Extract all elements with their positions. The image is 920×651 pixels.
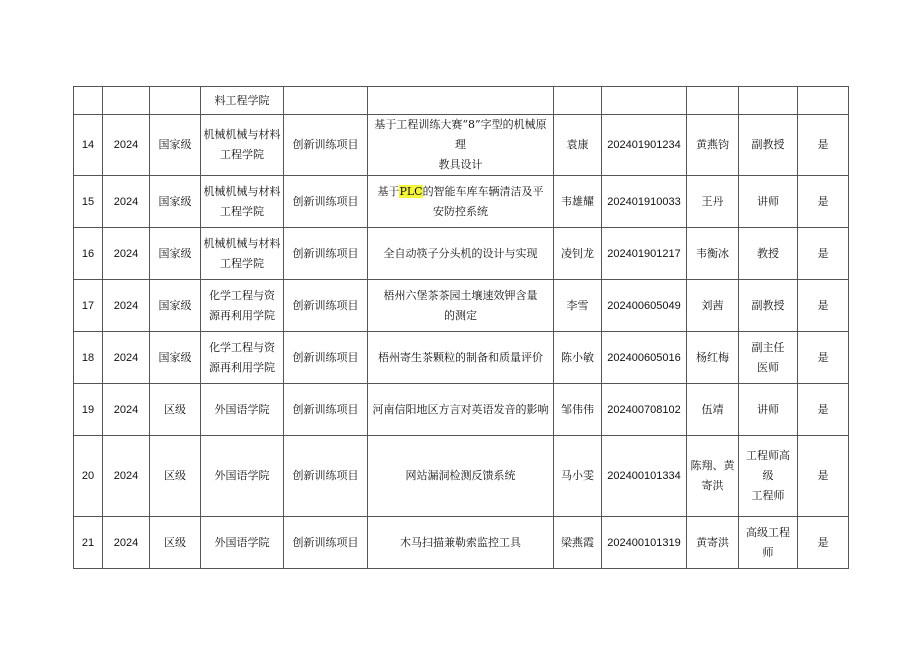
title-prefix: 基于 (377, 184, 400, 198)
cell-college (201, 436, 284, 517)
cell-level: 国家级 (150, 115, 201, 176)
cell-type: 创新训练项目 (284, 332, 368, 384)
cell-advisor (687, 115, 739, 176)
cell-advisor (687, 280, 739, 332)
cell-level: 区级 (150, 384, 201, 436)
cell-leader (554, 87, 602, 115)
advisor-line: 陈翔、黄 (690, 459, 735, 472)
cell-year: 2024 (103, 332, 150, 384)
advisor-line: 王丹 (701, 194, 724, 208)
cell-no: 19 (74, 384, 103, 436)
cell-year: 2024 (103, 228, 150, 280)
cell-leader: 马小雯 (554, 436, 602, 517)
cell-advisor (687, 517, 739, 569)
cell-type: 创新训练项目 (284, 384, 368, 436)
college-line: 外国语学院 (214, 469, 270, 482)
cell-level: 国家级 (150, 176, 201, 228)
cell-student-id: 202400101319 (602, 517, 687, 569)
cell-college: 料工程学院 (201, 87, 284, 115)
cell-no (74, 87, 103, 115)
cell-year: 2024 (103, 384, 150, 436)
cell-leader: 梁燕霞 (554, 517, 602, 569)
cell-title (368, 517, 554, 569)
table-row (74, 436, 849, 517)
title-line: 梧州寄生茶颗粒的制备和质量评价 (378, 350, 543, 364)
cell-no: 16 (74, 228, 103, 280)
advisor-title-line: 副教授 (751, 298, 785, 312)
cell-advisor (687, 228, 739, 280)
title-line (370, 182, 551, 202)
cell-no: 20 (74, 436, 103, 517)
cell-flag: 是 (798, 332, 849, 384)
cell-leader: 韦雄耀 (554, 176, 602, 228)
cell-type: 创新训练项目 (284, 228, 368, 280)
advisor-title-line: 副主任 (751, 340, 785, 354)
cell-college (201, 517, 284, 569)
cell-year: 2024 (103, 280, 150, 332)
title-line: 河南信阳地区方言对英语发音的影响 (372, 402, 549, 416)
cell-flag: 是 (798, 436, 849, 517)
advisor-title-line: 医师 (757, 360, 779, 374)
cell-title (368, 436, 554, 517)
advisor-line: 黄寄洪 (696, 535, 729, 549)
table-row (74, 332, 849, 384)
advisor-title-line: 讲师 (757, 194, 779, 208)
cell-student-id: 202400101334 (602, 436, 687, 517)
cell-year: 2024 (103, 176, 150, 228)
table-body (74, 87, 849, 569)
cell-title (368, 384, 554, 436)
table-row (74, 228, 849, 280)
advisor-title-line: 工程师高级 (746, 449, 790, 482)
college-line: 机械机械与材料 (203, 236, 281, 250)
cell-college (201, 332, 284, 384)
cell-leader: 袁康 (554, 115, 602, 176)
cell-title (368, 228, 554, 280)
cell-advisor-title (739, 176, 798, 228)
advisor-title-line: 工程师 (751, 489, 785, 502)
cell-flag (798, 87, 849, 115)
cell-leader: 陈小敏 (554, 332, 602, 384)
cell-title (368, 332, 554, 384)
cell-flag: 是 (798, 228, 849, 280)
cell-advisor-title (739, 280, 798, 332)
advisor-line: 黄燕钧 (696, 138, 729, 151)
advisor-line: 刘茜 (701, 298, 724, 312)
cell-type (284, 87, 368, 115)
cell-advisor-title (739, 115, 798, 176)
cell-no: 15 (74, 176, 103, 228)
cell-type: 创新训练项目 (284, 517, 368, 569)
cell-flag: 是 (798, 384, 849, 436)
table-row (74, 517, 849, 569)
college-line: 工程学院 (220, 148, 264, 161)
college-line: 外国语学院 (214, 402, 270, 416)
advisor-line: 韦衡冰 (696, 246, 729, 260)
cell-level: 国家级 (150, 228, 201, 280)
cell-type: 创新训练项目 (284, 115, 368, 176)
title-line: 的测定 (444, 308, 477, 322)
table-row (74, 384, 849, 436)
cell-year: 2024 (103, 436, 150, 517)
cell-student-id: 202401910033 (602, 176, 687, 228)
cell-advisor-title (739, 436, 798, 517)
cell-type: 创新训练项目 (284, 436, 368, 517)
table-row-partial (74, 87, 849, 115)
cell-level: 国家级 (150, 280, 201, 332)
cell-flag: 是 (798, 280, 849, 332)
cell-no: 17 (74, 280, 103, 332)
college-line: 源再利用学院 (209, 308, 275, 322)
cell-student-id: 202400605016 (602, 332, 687, 384)
cell-title (368, 176, 554, 228)
cell-student-id: 202400605049 (602, 280, 687, 332)
title-line: 全自动筷子分头机的设计与实现 (383, 246, 538, 260)
cell-level (150, 87, 201, 115)
advisor-title-line: 副教授 (751, 138, 785, 151)
title-highlight: PLC (399, 184, 423, 198)
advisor-title-line: 高级工程师 (746, 525, 790, 559)
cell-college (201, 115, 284, 176)
cell-advisor (687, 176, 739, 228)
college-line: 化学工程与资 (209, 340, 275, 354)
cell-college (201, 228, 284, 280)
table-row (74, 115, 849, 176)
cell-student-id: 202401901234 (602, 115, 687, 176)
cell-flag: 是 (798, 517, 849, 569)
cell-college (201, 384, 284, 436)
project-table (73, 86, 849, 569)
college-line: 机械机械与材料 (203, 184, 281, 198)
cell-student-id: 202400708102 (602, 384, 687, 436)
cell-title (368, 115, 554, 176)
title-line: 网站漏洞检测反馈系统 (405, 469, 516, 482)
cell-year: 2024 (103, 115, 150, 176)
cell-college (201, 176, 284, 228)
cell-type: 创新训练项目 (284, 280, 368, 332)
college-line: 工程学院 (220, 204, 264, 218)
advisor-title-line: 讲师 (757, 402, 779, 416)
cell-no: 21 (74, 517, 103, 569)
cell-leader: 李雪 (554, 280, 602, 332)
title-line: 基于工程训练大赛“8”字型的机械原理 (374, 118, 547, 151)
cell-advisor-title (739, 384, 798, 436)
title-line: 安防控系统 (433, 204, 488, 218)
advisor-line: 杨红梅 (696, 350, 729, 364)
cell-college (201, 280, 284, 332)
college-line: 工程学院 (220, 256, 264, 270)
cell-advisor-title (739, 332, 798, 384)
cell-advisor (687, 436, 739, 517)
cell-advisor (687, 87, 739, 115)
cell-year: 2024 (103, 517, 150, 569)
cell-advisor (687, 384, 739, 436)
cell-title (368, 280, 554, 332)
cell-level: 区级 (150, 436, 201, 517)
title-line: 教具设计 (438, 158, 483, 171)
cell-student-id: 202401901217 (602, 228, 687, 280)
cell-type: 创新训练项目 (284, 176, 368, 228)
college-line: 化学工程与资 (209, 288, 275, 302)
cell-flag: 是 (798, 176, 849, 228)
advisor-title-line: 教授 (757, 246, 779, 260)
college-line: 机械机械与材料 (203, 128, 281, 141)
cell-level: 国家级 (150, 332, 201, 384)
cell-leader: 凌钊龙 (554, 228, 602, 280)
cell-year (103, 87, 150, 115)
advisor-line: 寄洪 (701, 479, 724, 492)
cell-no: 18 (74, 332, 103, 384)
table-row (74, 280, 849, 332)
cell-title (368, 87, 554, 115)
table-row (74, 176, 849, 228)
cell-flag: 是 (798, 115, 849, 176)
cell-advisor-title (739, 517, 798, 569)
title-line: 木马扫描兼勒索监控工具 (400, 535, 521, 549)
college-line: 源再利用学院 (209, 360, 275, 374)
title-suffix: 的智能车库车辆清洁及平 (422, 184, 544, 198)
cell-no: 14 (74, 115, 103, 176)
cell-leader: 邹伟伟 (554, 384, 602, 436)
title-line: 梧州六堡茶茶园土壤速效钾含量 (383, 288, 538, 302)
cell-advisor (687, 332, 739, 384)
advisor-line: 伍靖 (701, 402, 724, 416)
cell-student-id (602, 87, 687, 115)
cell-level: 区级 (150, 517, 201, 569)
cell-advisor-title (739, 87, 798, 115)
cell-advisor-title (739, 228, 798, 280)
college-line: 外国语学院 (214, 535, 270, 549)
